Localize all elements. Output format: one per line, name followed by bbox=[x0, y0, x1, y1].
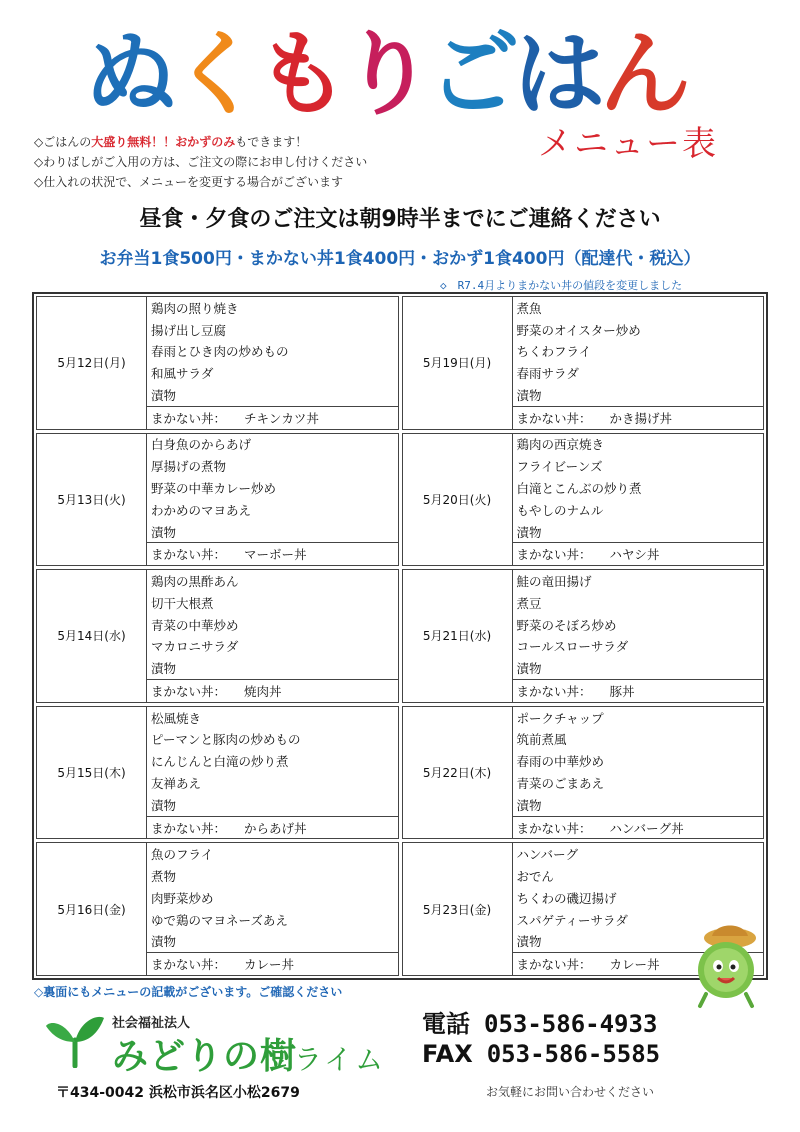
donburi-prefix: まかない丼： bbox=[151, 820, 227, 836]
menu-item: 春雨の中華炒め bbox=[516, 754, 605, 770]
title-char: は bbox=[513, 21, 606, 128]
menu-items bbox=[147, 707, 398, 839]
menu-item: マカロニサラダ bbox=[151, 639, 239, 655]
menu-item: 鶏肉の照り焼き bbox=[151, 300, 239, 316]
branch-name: ライム bbox=[294, 1043, 387, 1076]
donburi-name: マーボー丼 bbox=[244, 547, 307, 563]
menu-item: 漬物 bbox=[516, 934, 542, 950]
donburi-prefix: まかない丼： bbox=[516, 410, 592, 426]
donburi-row bbox=[513, 406, 764, 429]
day-cell-2 bbox=[36, 433, 399, 567]
note-line-1 bbox=[34, 132, 367, 152]
notes-block bbox=[34, 132, 367, 192]
donburi-row bbox=[147, 816, 398, 839]
title-char: ご bbox=[427, 21, 520, 128]
donburi-prefix: まかない丼： bbox=[516, 820, 592, 836]
menu-item: ピーマンと豚肉の炒めもの bbox=[151, 732, 301, 748]
donburi-name: かき揚げ丼 bbox=[609, 410, 673, 426]
menu-item: 春雨とひき肉の炒めもの bbox=[151, 344, 289, 360]
day-label: 5月12日(月) bbox=[37, 297, 147, 429]
fax bbox=[422, 1040, 660, 1068]
menu-item: 松風焼き bbox=[151, 710, 202, 726]
donburi-row bbox=[147, 542, 398, 565]
donburi-row bbox=[513, 679, 764, 702]
menu-item: フライビーンズ bbox=[516, 459, 603, 475]
menu-item: 和風サラダ bbox=[151, 366, 214, 382]
day-cell-0 bbox=[36, 296, 399, 430]
menu-item: わかめのマヨあえ bbox=[151, 502, 252, 518]
menu-item: 野菜のオイスター炒め bbox=[516, 322, 641, 338]
menu-item: ポークチャップ bbox=[516, 710, 604, 726]
fax-label: FAX bbox=[422, 1040, 473, 1068]
donburi-prefix: まかない丼： bbox=[151, 957, 227, 973]
donburi-row bbox=[147, 952, 398, 975]
menu-items bbox=[147, 843, 398, 975]
donburi-name: からあげ丼 bbox=[244, 820, 307, 836]
donburi-prefix: まかない丼： bbox=[151, 410, 227, 426]
menu-item: 厚揚げの煮物 bbox=[151, 459, 227, 475]
menu-item: 漬物 bbox=[516, 797, 542, 813]
donburi-prefix: まかない丼： bbox=[516, 957, 592, 973]
note-line-2: ◇わりばしがご入用の方は、ご注文の際にお申し付けください bbox=[34, 155, 368, 169]
menu-item: 青菜の中華炒め bbox=[151, 617, 239, 633]
note-1-suffix: もできます！ bbox=[235, 135, 308, 149]
menu-item: 魚のフライ bbox=[151, 847, 214, 863]
donburi-prefix: まかない丼： bbox=[151, 547, 227, 563]
phone bbox=[422, 1004, 657, 1039]
menu-item: 揚げ出し豆腐 bbox=[151, 322, 227, 338]
price-line: お弁当1食500円・まかない丼1食400円・おかず1食400円（配達代・税込） bbox=[99, 249, 701, 269]
menu-item: 鶏肉の西京焼き bbox=[516, 437, 605, 453]
day-cell-7 bbox=[402, 706, 765, 840]
title-char: ぬ bbox=[88, 21, 177, 128]
menu-items bbox=[147, 434, 398, 566]
day-label: 5月21日(水) bbox=[403, 570, 513, 702]
donburi-name: ハンバーグ丼 bbox=[609, 820, 684, 836]
menu-item: 切干大根煮 bbox=[151, 595, 214, 611]
menu-item: 肉野菜炒め bbox=[151, 890, 214, 906]
menu-item: ちくわフライ bbox=[516, 344, 592, 360]
menu-item: 筑前煮風 bbox=[516, 732, 567, 748]
logo-title-text bbox=[88, 14, 688, 132]
menu-item: コールスローサラダ bbox=[516, 639, 629, 655]
donburi-prefix: まかない丼： bbox=[516, 547, 592, 563]
day-label: 5月20日(火) bbox=[403, 434, 513, 566]
menu-item: もやしのナムル bbox=[516, 502, 604, 518]
day-label: 5月22日(木) bbox=[403, 707, 513, 839]
phone-number: 053-586-4933 bbox=[484, 1010, 658, 1038]
back-side-note: ◇裏面にもメニューの記載がございます。ご確認ください bbox=[34, 985, 343, 999]
menu-item: 漬物 bbox=[151, 387, 177, 403]
menu-item: ゆで鶏のマヨネーズあえ bbox=[151, 912, 288, 928]
donburi-row bbox=[513, 542, 764, 565]
menu-item: 青菜のごまあえ bbox=[516, 775, 605, 791]
day-label: 5月13日(火) bbox=[37, 434, 147, 566]
address: 〒434-0042 浜松市浜名区小松2679 bbox=[56, 1085, 300, 1101]
menu-item: 白滝とこんぶの炒り煮 bbox=[516, 481, 642, 496]
menu-item: 野菜のそぼろ炒め bbox=[516, 617, 617, 633]
menu-items bbox=[513, 434, 764, 566]
note-line-3: ◇仕入れの状況で、メニューを変更する場合がございます bbox=[34, 175, 343, 189]
menu-item: おでん bbox=[516, 869, 554, 885]
title-char: く bbox=[170, 21, 263, 128]
menu-item: 野菜の中華カレー炒め bbox=[151, 481, 277, 496]
logo-title bbox=[88, 14, 688, 132]
menu-item: 煮物 bbox=[151, 869, 177, 885]
phone-label: 電話 bbox=[422, 1010, 470, 1038]
title-char: ん bbox=[599, 21, 688, 128]
menu-items bbox=[147, 570, 398, 702]
day-label: 5月14日(水) bbox=[37, 570, 147, 702]
day-cell-3 bbox=[402, 433, 765, 567]
menu-table bbox=[32, 292, 768, 980]
day-cell-8 bbox=[36, 842, 399, 976]
menu-item: 漬物 bbox=[151, 524, 177, 540]
menu-items bbox=[513, 297, 764, 429]
menu-item: ちくわの磯辺揚げ bbox=[516, 890, 617, 906]
menu-item: 漬物 bbox=[516, 524, 542, 540]
donburi-name: 豚丼 bbox=[609, 683, 635, 699]
day-cell-1 bbox=[402, 296, 765, 430]
day-label: 5月16日(金) bbox=[37, 843, 147, 975]
donburi-row bbox=[147, 406, 398, 429]
note-1-side-only: おかずのみ bbox=[175, 135, 236, 149]
donburi-name: カレー丼 bbox=[609, 957, 660, 973]
donburi-name: チキンカツ丼 bbox=[244, 410, 319, 426]
menu-item: 漬物 bbox=[516, 661, 542, 677]
menu-item: 春雨サラダ bbox=[516, 366, 579, 382]
menu-item: 漬物 bbox=[151, 934, 177, 950]
menu-items bbox=[513, 707, 764, 839]
donburi-name: カレー丼 bbox=[244, 957, 295, 973]
day-cell-6 bbox=[36, 706, 399, 840]
menu-item: 漬物 bbox=[516, 387, 542, 403]
donburi-row bbox=[147, 679, 398, 702]
menu-item: 友禅あえ bbox=[151, 775, 202, 791]
note-1-free-large: 大盛り無料！！ bbox=[91, 135, 176, 149]
menu-item: スパゲティーサラダ bbox=[516, 912, 628, 928]
day-cell-5 bbox=[402, 569, 765, 703]
title-char: も bbox=[256, 21, 349, 128]
menu-item: ハンバーグ bbox=[516, 847, 579, 863]
mascot-illustration bbox=[686, 920, 766, 1012]
donburi-row bbox=[513, 816, 764, 839]
menu-item: 鶏肉の黒酢あん bbox=[151, 574, 239, 590]
donburi-prefix: まかない丼： bbox=[151, 683, 227, 699]
fax-number: 053-586-5585 bbox=[486, 1040, 661, 1068]
donburi-prefix: まかない丼： bbox=[516, 683, 592, 699]
day-label: 5月19日(月) bbox=[403, 297, 513, 429]
day-label: 5月23日(金) bbox=[403, 843, 513, 975]
price-change-note: ◇ R7.4月よりまかない丼の値段を変更しました bbox=[440, 279, 683, 292]
menu-subtitle: メニュー表 bbox=[538, 124, 718, 164]
menu-item: 煮魚 bbox=[516, 300, 542, 316]
menu-item: 煮豆 bbox=[516, 595, 542, 611]
menu-items bbox=[513, 570, 764, 702]
menu-item: 漬物 bbox=[151, 797, 177, 813]
note-1-prefix: ◇ごはんの bbox=[34, 135, 92, 149]
menu-items bbox=[147, 297, 398, 429]
title-char: り bbox=[341, 21, 435, 128]
menu-item: 漬物 bbox=[151, 661, 177, 677]
order-deadline: 昼食・夕食のご注文は朝9時半までにご連絡ください bbox=[139, 207, 661, 232]
leaf-logo-icon bbox=[44, 1012, 106, 1068]
donburi-name: 焼肉丼 bbox=[244, 683, 282, 699]
corp-name: みどりの樹 bbox=[112, 1036, 298, 1077]
contact-note: お気軽にお問い合わせください bbox=[486, 1085, 655, 1099]
corp-type: 社会福祉法人 bbox=[112, 1016, 191, 1031]
day-label: 5月15日(木) bbox=[37, 707, 147, 839]
donburi-name: ハヤシ丼 bbox=[609, 547, 660, 563]
menu-item: 鮭の竜田揚げ bbox=[516, 574, 592, 590]
day-cell-4 bbox=[36, 569, 399, 703]
menu-item: にんじんと白滝の炒り煮 bbox=[151, 754, 289, 770]
menu-item: 白身魚のからあげ bbox=[151, 437, 252, 453]
